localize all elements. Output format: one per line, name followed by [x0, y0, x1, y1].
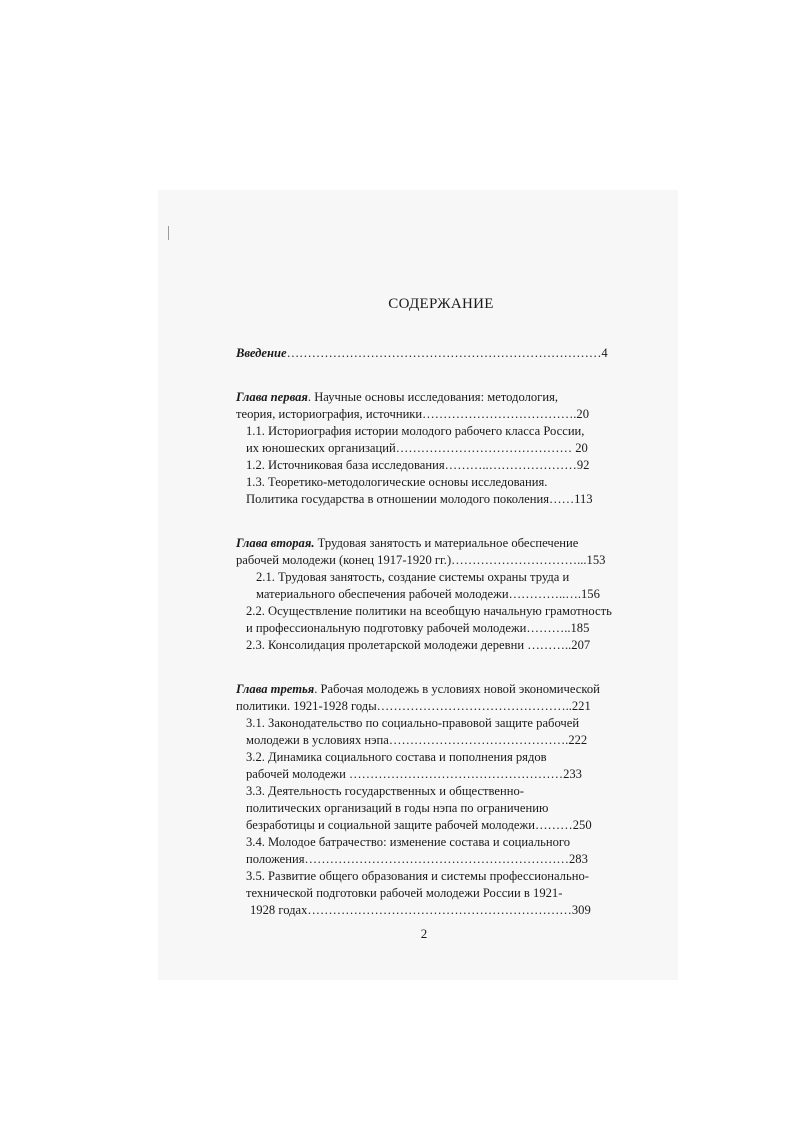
toc-entry-2-1[interactable]: 2.1. Трудовая занятость, создание системы охраны труда и [256, 570, 570, 584]
toc-entry-introduction[interactable] [236, 345, 636, 362]
scan-margin-mark [168, 226, 169, 240]
toc-entry-1-1[interactable]: 1.1. Историография истории молодого рабочего класса России, [246, 424, 585, 438]
chapter-1-title-cont[interactable]: теория, историография, источники……………………………….20 [236, 407, 590, 421]
chapter-1-label: Глава первая [236, 390, 308, 404]
chapter-3-title-cont[interactable]: политики. 1921-1928 годы………………………………………..221 [236, 699, 591, 713]
toc-entry-3-1[interactable]: 3.1. Законодательство по социально-правовой защите рабочей [246, 716, 580, 730]
toc-chapter-3 [236, 681, 636, 919]
page-number: 2 [420, 926, 428, 941]
chapter-2-title[interactable]: Глава вторая. Трудовая занятость и материальное обеспечение [236, 536, 579, 550]
chapter-3-title[interactable]: Глава третья. Рабочая молодежь в условиях новой экономической [236, 682, 600, 696]
toc-entry-3-4-cont[interactable]: положения………………………………………………………283 [246, 852, 588, 866]
chapter-2-label: Глава вторая. [236, 536, 315, 550]
toc-entry-3-3-cont2[interactable]: безработицы и социальной защите рабочей молодежи………250 [246, 818, 592, 832]
intro-leader: ………………………………………………………………… [286, 346, 602, 360]
toc-entry-3-4[interactable]: 3.4. Молодое батрачество: изменение состава и социального [246, 835, 571, 849]
toc-entry-2-2-cont[interactable]: и профессиональную подготовку рабочей молодежи………..185 [246, 621, 590, 635]
toc-entry-1-1-cont[interactable]: их юношеских организаций…………………………………… 20 [246, 441, 588, 455]
toc-entry-1-2[interactable]: 1.2. Источниковая база исследования………..…………………92 [246, 458, 590, 472]
table-of-contents [236, 345, 636, 919]
chapter-3-label: Глава третья [236, 682, 315, 696]
intro-label: Введение [236, 346, 287, 360]
toc-entry-1-3[interactable]: 1.3. Теоретико-методологические основы исследования. [246, 475, 548, 489]
chapter-1-title[interactable]: Глава первая. Научные основы исследования: методология, [236, 390, 559, 404]
toc-chapter-1 [236, 389, 636, 508]
toc-entry-3-2-cont[interactable]: рабочей молодежи ……………………………………………233 [246, 767, 582, 781]
toc-entry-2-3[interactable]: 2.3. Консолидация пролетарской молодежи деревни ………..207 [246, 638, 591, 652]
toc-entry-3-2[interactable]: 3.2. Динамика социального состава и пополнения рядов [246, 750, 547, 764]
toc-entry-2-1-cont[interactable]: материального обеспечения рабочей молодежи…………..….156 [256, 587, 600, 601]
toc-entry-3-3[interactable]: 3.3. Деятельность государственных и общественно- [246, 784, 524, 798]
toc-entry-3-5-cont2[interactable]: 1928 годах………………………………………………………309 [250, 903, 591, 917]
toc-entry-1-3-cont[interactable]: Политика государства в отношении молодого поколения……113 [246, 492, 593, 506]
toc-entry-3-1-cont[interactable]: молодежи в условиях нэпа…………………………………….222 [246, 733, 588, 747]
intro-page: 4 [601, 346, 608, 360]
toc-entry-3-5-cont[interactable]: технической подготовки рабочей молодежи России в 1921- [246, 886, 563, 900]
chapter-2-title-cont[interactable]: рабочей молодежи (конец 1917-1920 гг.)…………………………...153 [236, 553, 606, 567]
toc-entry-3-3-cont[interactable]: политических организаций в годы нэпа по ограничению [246, 801, 549, 815]
toc-entry-2-2[interactable]: 2.2. Осуществление политики на всеобщую начальную грамотность [246, 604, 612, 618]
toc-chapter-2 [236, 535, 636, 654]
toc-entry-3-5[interactable]: 3.5. Развитие общего образования и системы профессионально- [246, 869, 589, 883]
page-title: СОДЕРЖАНИЕ [388, 296, 494, 312]
